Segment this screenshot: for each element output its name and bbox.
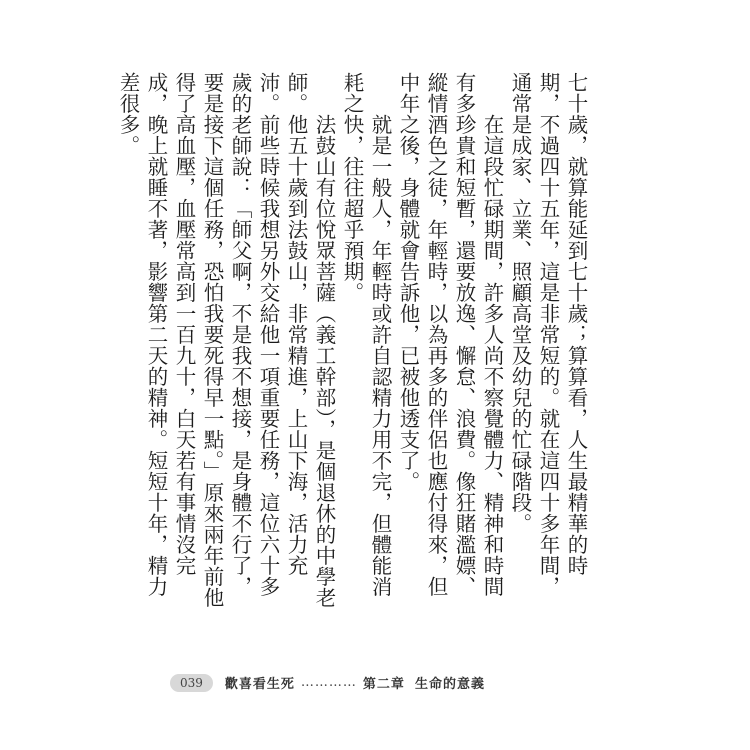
paragraph-2: 在這段忙碌期間，許多人尚不察覺體力、精神和時間有多珍貴和短暫，還要放逸、懈怠、浪費。像狂賭濫嫖、縱情酒色之徒，年輕時，以為再多的伴侶也應付得來，但中年之後，身體就會告訴他，已被他透支了。 [396, 72, 504, 597]
book-title: 歡喜看生死 [224, 677, 295, 692]
paragraph-3: 就是一般人，年輕時或許自認精力用不完，但體能消耗之快，往往超乎預期。 [340, 72, 392, 597]
leader-dots: ………… [300, 675, 357, 690]
paragraph-4: 法鼓山有位悅眾菩薩（義工幹部），是個退休的中學老師。他五十歲到法鼓山，非常精進，上山下海，活力充沛。前些時候我想另外交給他一項重要任務，這位六十多歲的老師說：「師父啊，不是我不想接，是身體不行了，要是接下這個任務，恐怕我要死得早一點。」原來兩年前他得了高血壓，血壓常高到一百九十，白天若有事情沒完成，晚上就睡不著，影響第二天的精神。短短十年，精力差很多。 [116, 72, 336, 608]
page-footer [170, 673, 485, 692]
page-number: 039 [170, 674, 213, 692]
paragraph-1: 七十歲，就算能延到七十歲；算算看，人生最精華的時期，不過四十五年，這是非常短的。就在這四十多年間，通常是成家、立業、照顧高堂及幼兒的忙碌階段。 [508, 72, 588, 597]
chapter-title: 生命的意義 [414, 677, 485, 692]
chapter-number: 第二章 [362, 677, 405, 692]
body-text [114, 72, 590, 612]
